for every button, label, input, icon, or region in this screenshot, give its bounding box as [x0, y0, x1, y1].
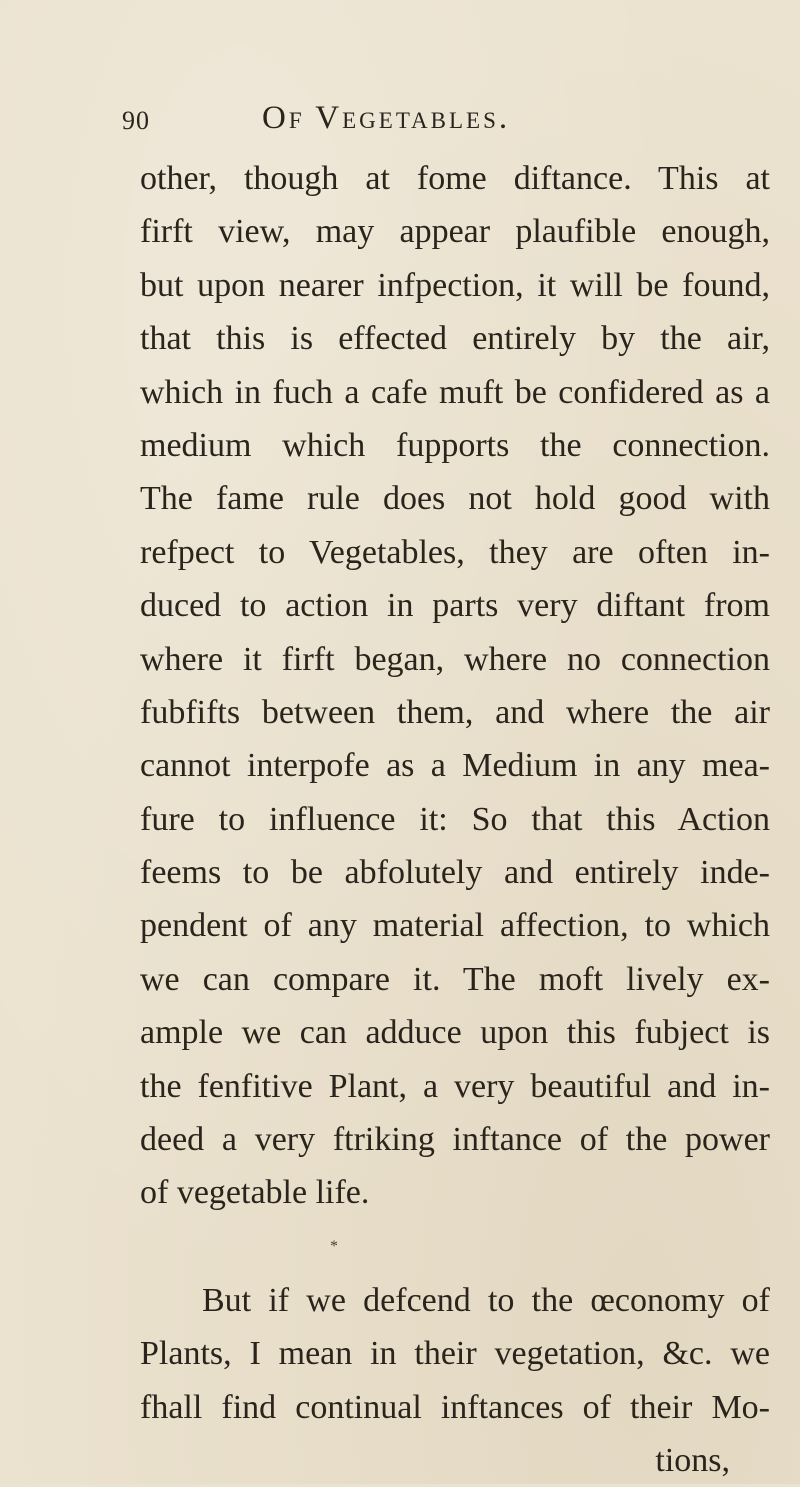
text-line: fhall find continual inftances of their Mo- — [140, 1388, 770, 1426]
text-line: the fenfitive Plant, a very beautiful and in- — [140, 1067, 770, 1105]
text-line: where it firft began, where no connection — [140, 640, 770, 678]
text-line: that this is effected entirely by the air, — [140, 320, 770, 358]
text-line: Plants, I mean in their vegetation, &c. we — [140, 1335, 770, 1373]
text-line: duced to action in parts very diftant from — [140, 587, 770, 625]
text-line: medium which fupports the connection. — [140, 426, 770, 464]
text-line: feems to be abfolutely and entirely inde- — [140, 854, 770, 892]
text-line: fubfifts between them, and where the air — [140, 693, 770, 731]
text-line: of vegetable life. — [140, 1174, 370, 1212]
text-line: But if we defcend to the œconomy of — [202, 1281, 770, 1319]
text-line: we can compare it. The moft lively ex- — [140, 960, 770, 998]
text-line: firft view, may appear plaufible enough, — [140, 213, 770, 251]
text-line: ample we can adduce upon this fubject is — [140, 1014, 770, 1052]
text-line: refpect to Vegetables, they are often in- — [140, 533, 770, 571]
text-line: deed a very ftriking inftance of the power — [140, 1121, 770, 1159]
text-line: other, though at fome diftance. This at — [140, 160, 770, 197]
body-text — [140, 152, 770, 1487]
page-number: 90 — [122, 106, 150, 135]
ornament-mark: * — [330, 1237, 338, 1255]
text-line: The fame rule does not hold good with — [140, 480, 770, 518]
page-header — [0, 100, 800, 150]
text-line: fure to influence it: So that this Action — [140, 800, 770, 838]
running-head: Of Vegetables. — [262, 100, 511, 136]
text-line: but upon nearer infpection, it will be found, — [140, 266, 770, 304]
text-line: cannot interpofe as a Medium in any mea- — [140, 747, 770, 785]
text-line: pendent of any material affection, to which — [140, 907, 770, 945]
catchword: tions, — [655, 1441, 730, 1479]
text-line: which in fuch a cafe muft be confidered as a — [140, 373, 770, 411]
